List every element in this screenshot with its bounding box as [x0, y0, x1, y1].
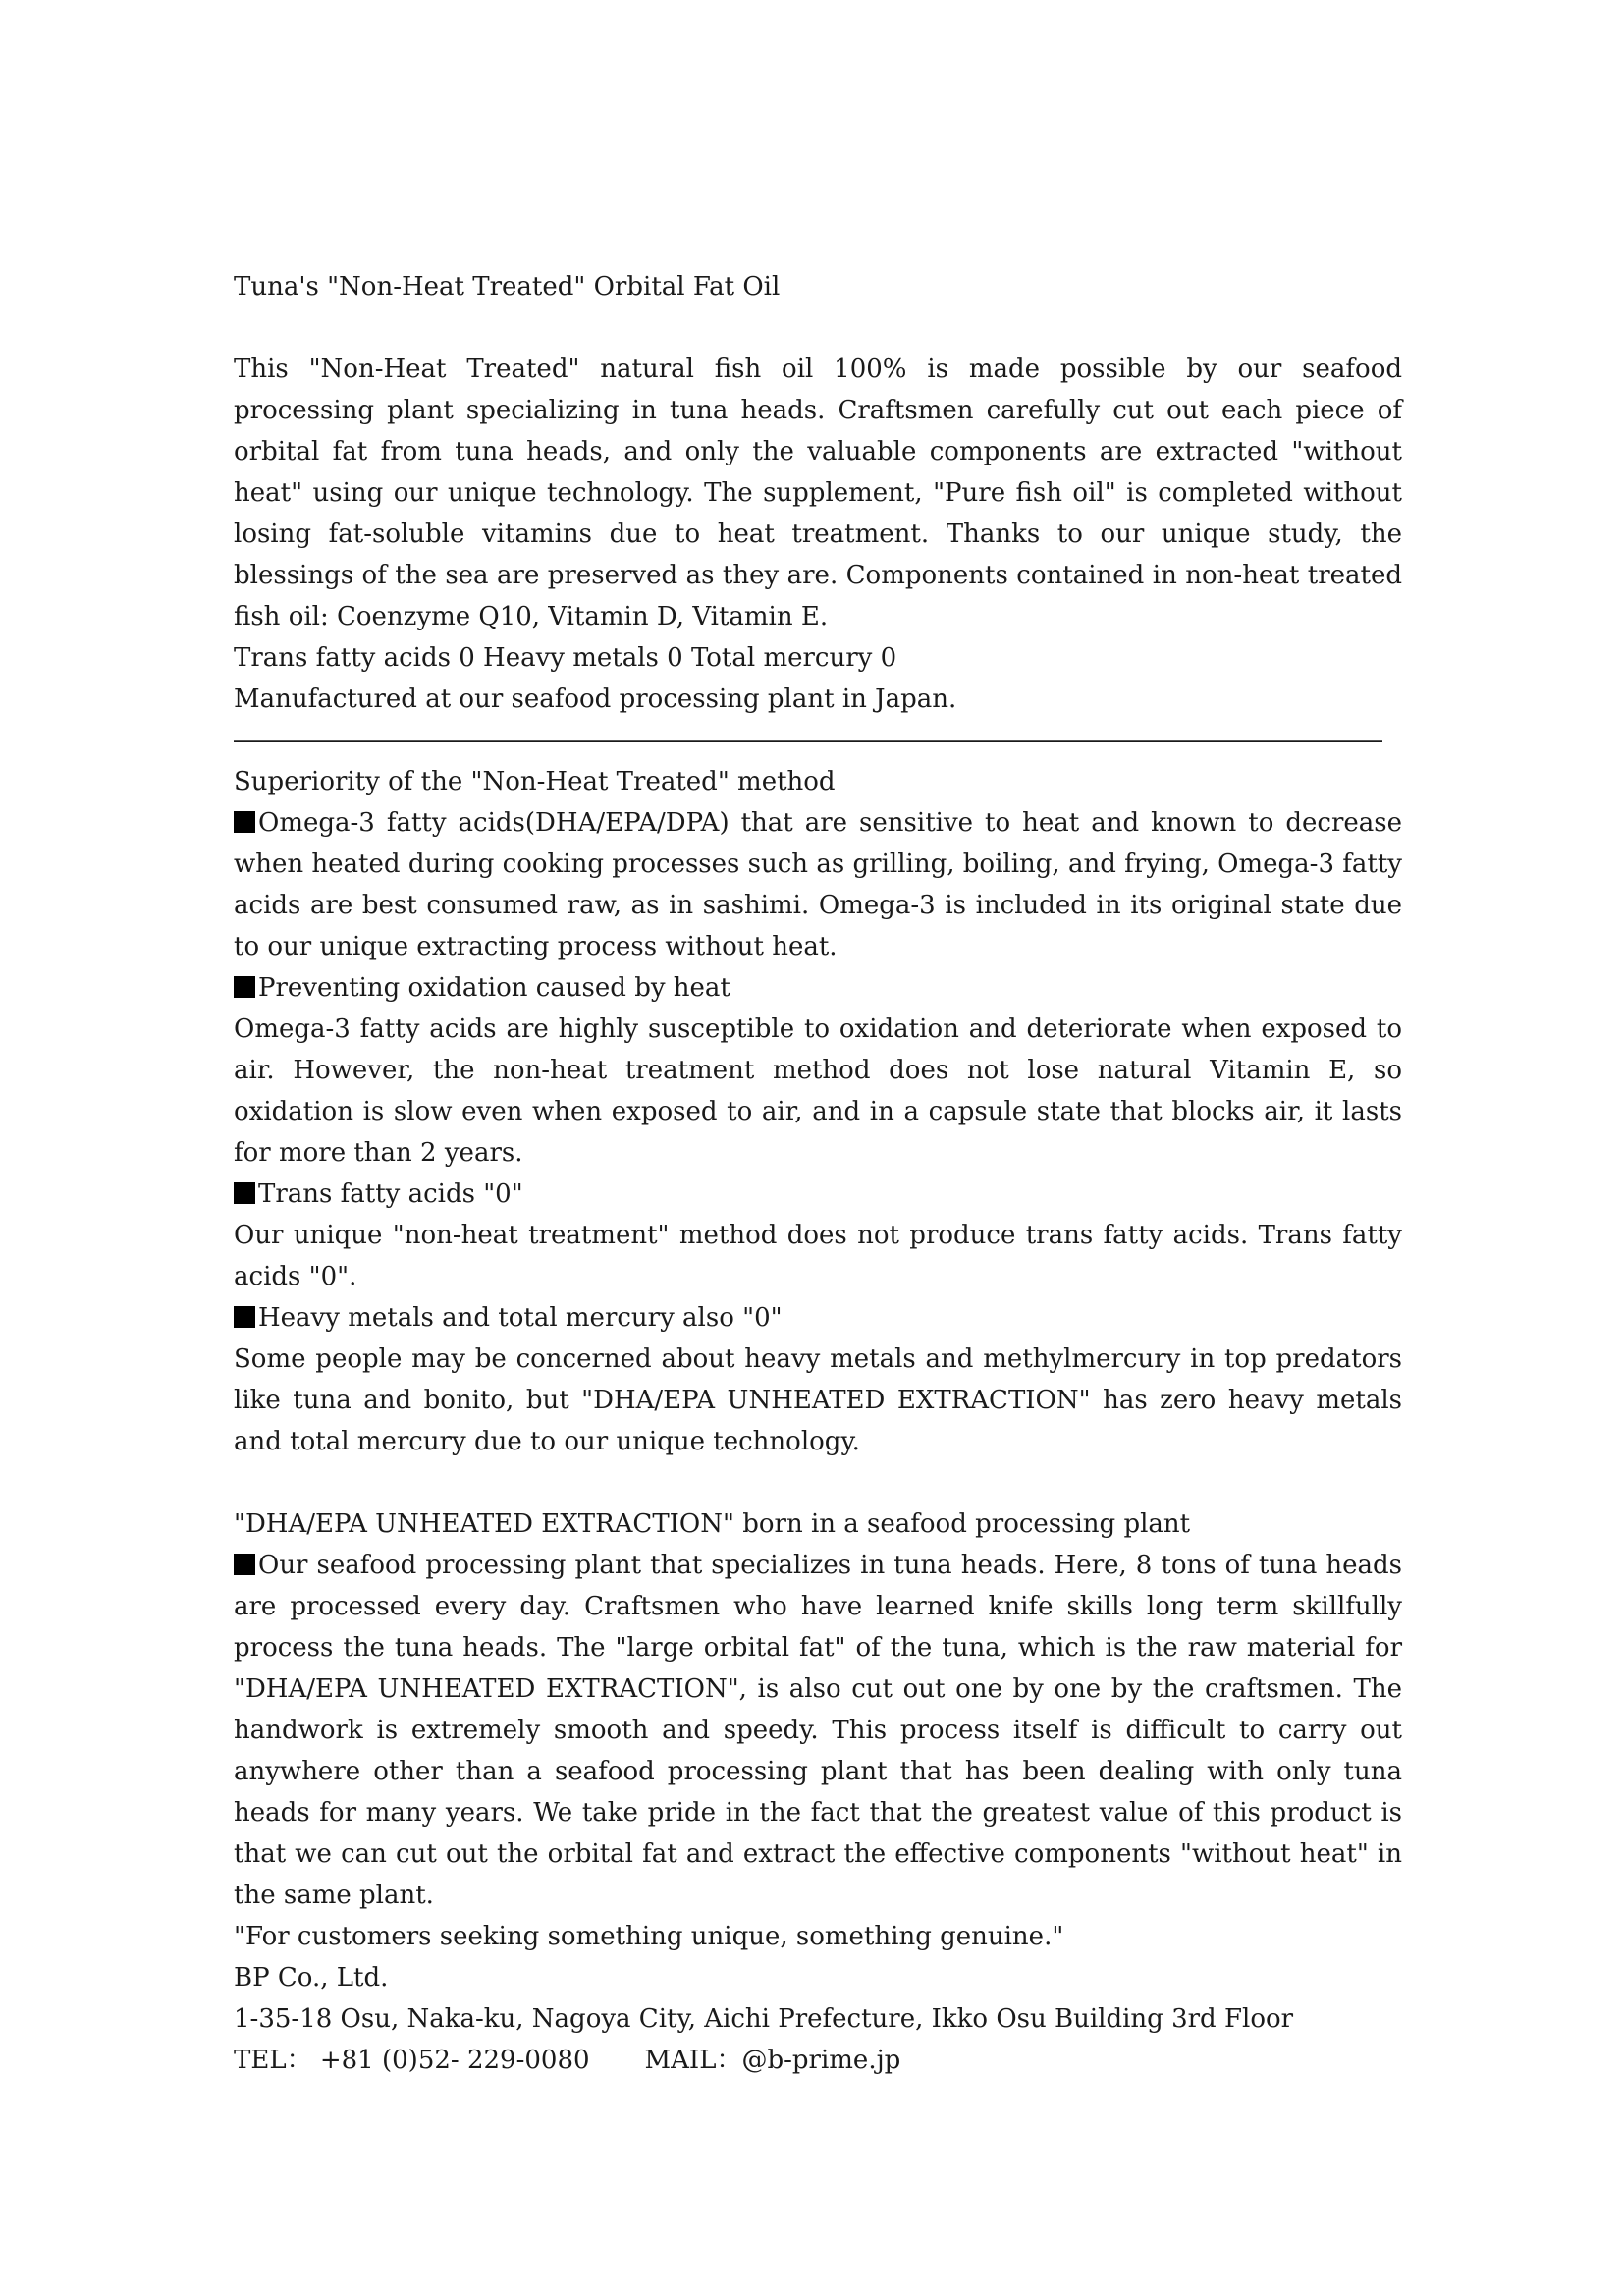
superiority-item-metals-title — [234, 1297, 1402, 1339]
spacer — [234, 1462, 1402, 1503]
superiority-item-title-text: Preventing oxidation caused by heat — [258, 973, 730, 1003]
superiority-item-trans-title — [234, 1174, 1402, 1215]
superiority-item-omega3 — [234, 802, 1402, 967]
manufacturing-line: Manufactured at our seafood processing plant in Japan. — [234, 684, 957, 714]
square-bullet-icon — [234, 1554, 255, 1575]
company-mail: MAIL：@b-prime.jp — [644, 2046, 901, 2075]
square-bullet-icon — [234, 1182, 255, 1204]
square-bullet-icon — [234, 811, 255, 833]
square-bullet-icon — [234, 976, 255, 998]
superiority-item-title-text: Heavy metals and total mercury also "0" — [258, 1303, 783, 1333]
superiority-item-oxidation-body: Omega-3 fatty acids are highly susceptible to oxidation and deteriorate when exposed to air. However, the non-heat treatment method does not lose natural Vitamin E, so oxidation is slow even when exposed to air, and in a capsule state that blocks air, it lasts for more than 2 years. — [234, 1014, 1402, 1168]
company-name: BP Co., Ltd. — [234, 1963, 389, 1993]
superiority-item-trans-body: Our unique "non-heat treatment" method does not produce trans fatty acids. Trans fatty acids "0". — [234, 1221, 1402, 1291]
superiority-heading: Superiority of the "Non-Heat Treated" method — [234, 767, 836, 796]
company-tel: TEL： +81 (0)52- 229-0080 — [234, 2046, 590, 2075]
superiority-item-oxidation-title — [234, 967, 1402, 1009]
slogan: "For customers seeking something unique, something genuine." — [234, 1922, 1064, 1951]
superiority-item-omega3-text: Omega-3 fatty acids(DHA/EPA/DPA) that are sensitive to heat and known to decrease when heated during cooking processes such as grilling, boiling, and frying, Omega-3 fatty acids are best consumed raw, as in sashimi. Omega-3 is included in its original state due to our unique extracting process without heat. — [234, 808, 1402, 961]
company-contact — [234, 2040, 1402, 2081]
company-address: 1-35-18 Osu, Naka-ku, Nagoya City, Aichi Prefecture, Ikko Osu Building 3rd Floor — [234, 2004, 1294, 2034]
superiority-item-metals-body: Some people may be concerned about heavy metals and methylmercury in top predators like tuna and bonito, but "DHA/EPA UNHEATED EXTRACTION" has zero heavy metals and total mercury due to our unique technology. — [234, 1344, 1402, 1456]
document-page — [234, 266, 1402, 2081]
spacer — [234, 307, 1402, 349]
square-bullet-icon — [234, 1306, 255, 1328]
document-title: Tuna's "Non-Heat Treated" Orbital Fat Oil — [234, 272, 781, 301]
plant-paragraph — [234, 1545, 1402, 1916]
plant-paragraph-text: Our seafood processing plant that specializes in tuna heads. Here, 8 tons of tuna heads are processed every day. Craftsmen who have learned knife skills long term skillfully process the tuna heads. The "large orbital fat" of the tuna, which is the raw material for "DHA/EPA UNHEATED EXTRACTION", is also cut out one by one by the craftsmen. The handwork is extremely smooth and speedy. This process itself is difficult to carry out anywhere other than a seafood processing plant that has been dealing with only tuna heads for many years. We take pride in the fact that the greatest value of this product is that we can cut out the orbital fat and extract the effective components "without heat" in the same plant. — [234, 1551, 1402, 1910]
superiority-item-title-text: Trans fatty acids "0" — [258, 1179, 523, 1209]
zero-content-line: Trans fatty acids 0 Heavy metals 0 Total mercury 0 — [234, 643, 897, 673]
plant-heading: "DHA/EPA UNHEATED EXTRACTION" born in a seafood processing plant — [234, 1509, 1191, 1539]
intro-paragraph: This "Non-Heat Treated" natural fish oil 100% is made possible by our seafood processing plant specializing in tuna heads. Craftsmen carefully cut out each piece of orbital fat from tuna heads, and only the valuable components are extracted "without heat" using our unique technology. The supplement, "Pure fish oil" is completed without losing fat-soluble vitamins due to heat treatment. Thanks to our unique study, the blessings of the sea are preserved as they are. Components contained in non-heat treated fish oil: Coenzyme Q10, Vitamin D, Vitamin E. — [234, 355, 1402, 631]
section-divider: ――――――――――――――――――――――――――――――――――――――――――――― — [234, 726, 1382, 755]
